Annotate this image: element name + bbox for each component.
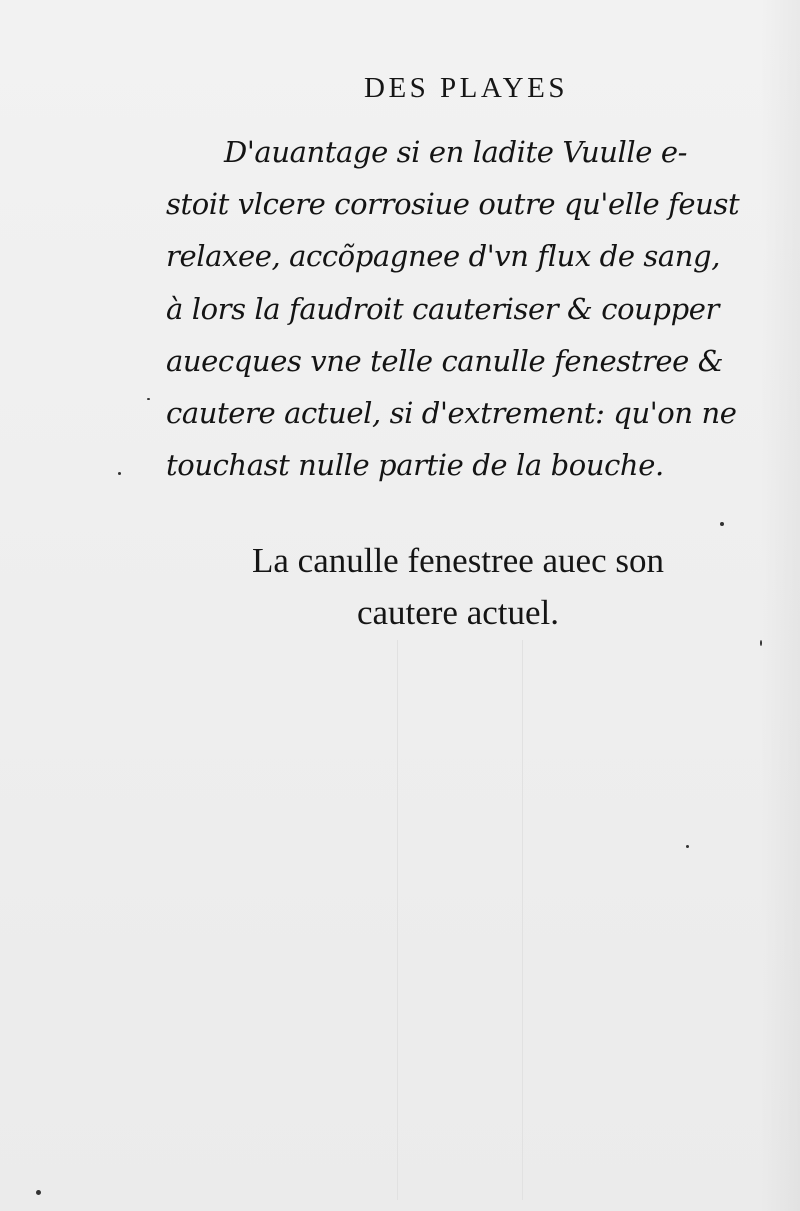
paragraph: [166, 126, 746, 491]
ink-speck: [118, 472, 121, 475]
figure-caption: [198, 535, 718, 639]
ink-speck: [720, 522, 724, 526]
page-edge-shadow: [760, 0, 800, 1211]
show-through-rule: [522, 640, 523, 1200]
show-through-rule: [397, 640, 398, 1200]
running-head: DES PLAYES: [364, 72, 568, 104]
paragraph-line: stoit vlcere corrosiue outre qu'elle feust: [166, 187, 740, 222]
ink-speck: [147, 398, 150, 400]
caption-line: cautere actuel.: [356, 593, 560, 632]
paragraph-line: auecques vne telle canulle fenestree &: [166, 343, 724, 378]
ink-speck: [760, 640, 762, 646]
paragraph-line: D'auantage si en ladite Vuulle e-: [224, 135, 688, 169]
paragraph-line: touchast nulle partie de la bouche.: [166, 448, 664, 483]
ink-speck: [36, 1190, 41, 1195]
paragraph-line: cautere actuel, si d'extrement: qu'on ne: [166, 396, 737, 431]
paragraph-line: à lors la faudroit cauteriser & coupper: [166, 291, 719, 326]
paragraph-line: relaxee, accõpagnee d'vn flux de sang,: [166, 239, 721, 274]
caption-line: La canulle fenestree auec son: [252, 541, 664, 580]
ink-speck: [686, 845, 689, 848]
